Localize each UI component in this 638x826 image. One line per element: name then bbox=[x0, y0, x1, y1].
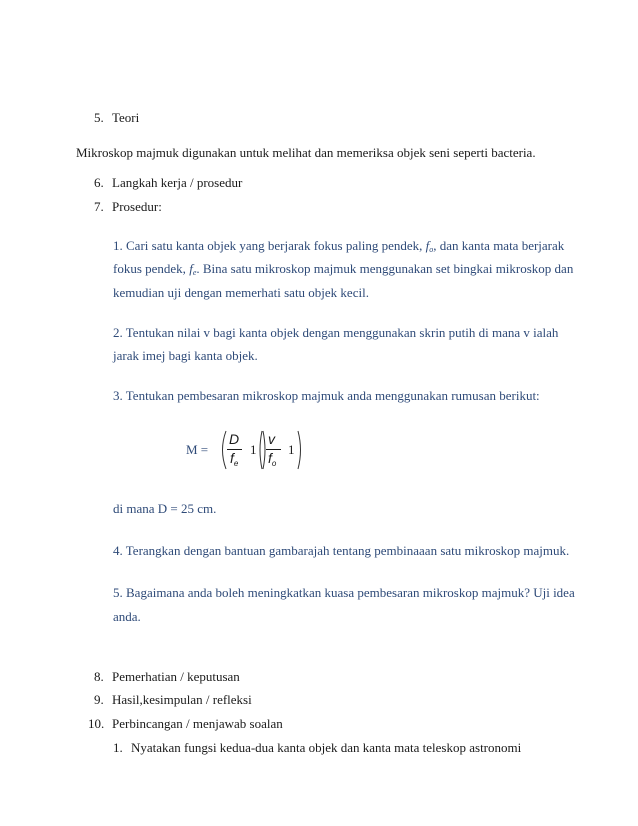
heading-pemerhatian: Pemerhatian / keputusan bbox=[112, 669, 240, 684]
symbol-subscript-o: o bbox=[429, 245, 434, 254]
step-3-note: di mana D = 25 cm. bbox=[113, 501, 217, 516]
intro-paragraph: Mikroskop majmuk digunakan untuk melihat dan memeriksa objek seni seperti bacteria. bbox=[76, 145, 536, 160]
step-1-line-1 bbox=[113, 238, 564, 254]
heading-perbincangan: Perbincangan / menjawab soalan bbox=[112, 716, 283, 731]
item-number-10: 10. bbox=[88, 716, 105, 731]
formula-f-o: $f_o$ bbox=[268, 450, 277, 468]
step-1-text-a: 1. Cari satu kanta objek yang berjarak fokus paling pendek, bbox=[113, 238, 426, 253]
step-4-line-1: 4. Terangkan dengan bantuan gambarajah tentang pembinaaan satu mikroskop majmuk. bbox=[113, 543, 570, 558]
step-2-line-2: jarak imej bagi kanta objek. bbox=[113, 348, 258, 363]
heading-langkah-kerja: Langkah kerja / prosedur bbox=[112, 175, 243, 190]
symbol-subscript-e: e bbox=[192, 268, 197, 277]
step-1-text-d: . Bina satu mikroskop majmuk menggunakan set bingkai mikroskop dan bbox=[196, 261, 574, 276]
formula-v: v bbox=[268, 431, 275, 447]
formula-one-a: 1 bbox=[250, 442, 257, 457]
formula-d: D bbox=[229, 431, 240, 447]
formula-f-e: $f_e$ bbox=[230, 450, 239, 468]
item-number-9: 9. bbox=[94, 692, 104, 707]
heading-teori: Teori bbox=[112, 110, 140, 125]
heading-prosedur: Prosedur: bbox=[112, 199, 162, 214]
symbol-f: f bbox=[189, 261, 193, 276]
question-1-text: Nyatakan fungsi kedua-dua kanta objek dan kanta mata teleskop astronomi bbox=[131, 740, 522, 755]
item-number-5: 5. bbox=[94, 110, 104, 125]
step-1-text-c: fokus pendek, bbox=[113, 261, 190, 276]
heading-hasil: Hasil,kesimpulan / refleksi bbox=[112, 692, 252, 707]
formula-lhs: M = bbox=[186, 442, 209, 457]
step-3-line-1: 3. Tentukan pembesaran mikroskop majmuk anda menggunakan rumusan berikut: bbox=[113, 388, 540, 403]
step-5-line-1: 5. Bagaimana anda boleh meningkatkan kuasa pembesaran mikroskop majmuk? Uji idea bbox=[113, 585, 575, 600]
step-1-text-b: , dan kanta mata berjarak bbox=[433, 238, 565, 253]
symbol-f: f bbox=[425, 238, 430, 253]
item-number-6: 6. bbox=[94, 175, 104, 190]
step-1-line-3: kemudian uji dengan memerhati satu objek kecil. bbox=[113, 285, 369, 300]
item-number-8: 8. bbox=[94, 669, 104, 684]
step-2-line-1: 2. Tentukan nilai v bagi kanta objek dengan menggunakan skrin putih di mana v ialah bbox=[113, 325, 559, 340]
question-number-1: 1. bbox=[113, 740, 123, 755]
step-5-line-2: anda. bbox=[113, 609, 141, 624]
step-1-line-2 bbox=[113, 261, 573, 277]
item-number-7: 7. bbox=[94, 199, 104, 214]
formula-one-b: 1 bbox=[288, 442, 295, 457]
